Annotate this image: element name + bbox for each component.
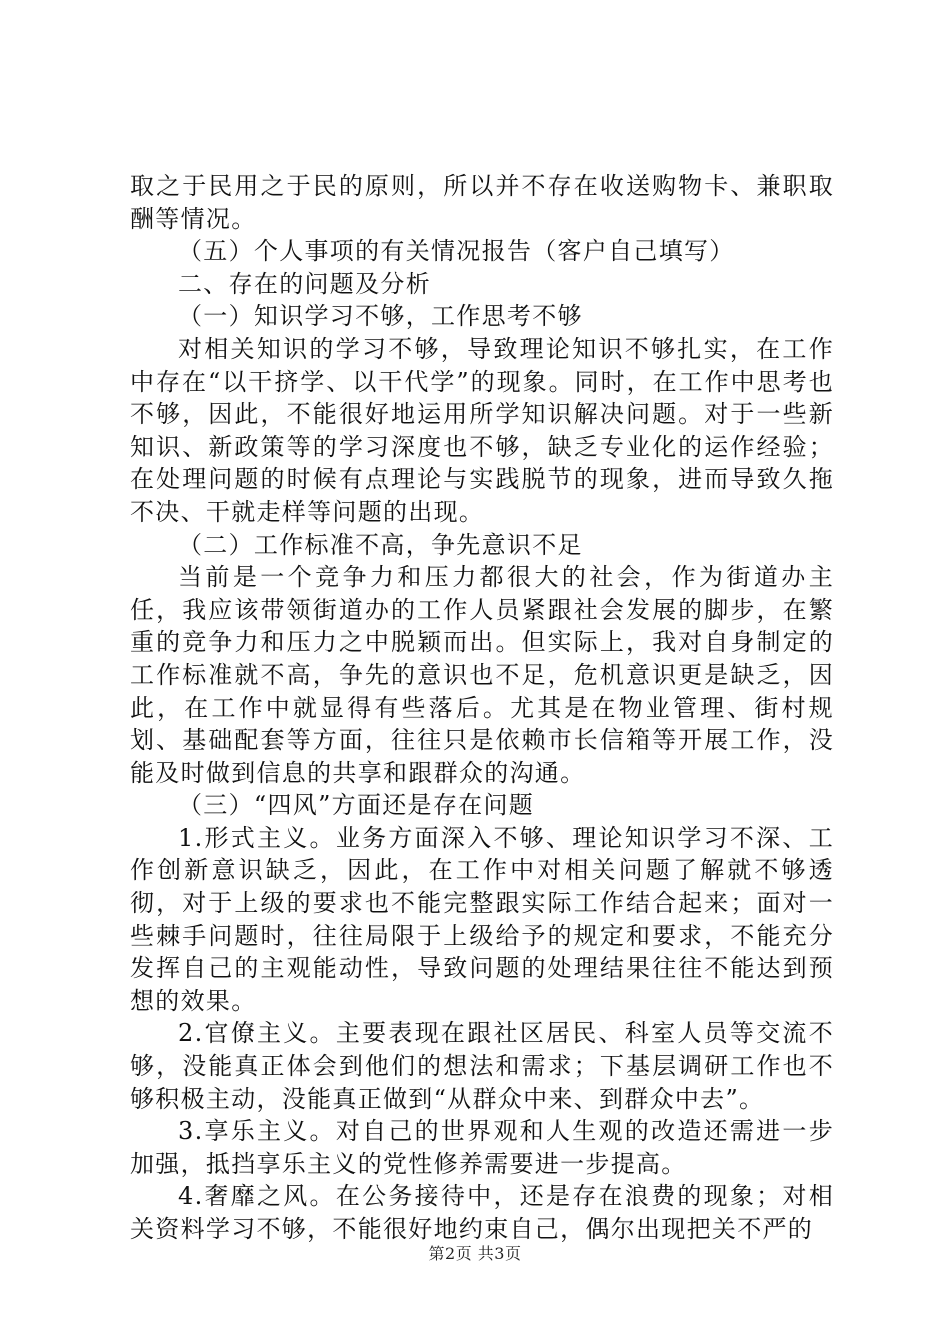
- paragraph: 对相关知识的学习不够，导致理论知识不够扎实，在工作中存在“以干挤学、以干代学”的现象。同时，在工作中思考也不够，因此，不能很好地运用所学知识解决问题。对于一些新知识、新政策等的学习深度也不够，缺乏专业化的运作经验；在处理问题的时候有点理论与实践脱节的现象，进而导致久拖不决、干就走样等问题的出现。: [130, 334, 834, 526]
- section-heading: 二、存在的问题及分析: [178, 269, 431, 298]
- paragraph: 当前是一个竞争力和压力都很大的社会，作为街道办主任，我应该带领街道办的工作人员紧跟社会发展的脚步，在繁重的竞争力和压力之中脱颖而出。但实际上，我对自身制定的工作标准就不高，争先的意识也不足，危机意识更是缺乏，因此，在工作中就显得有些落后。尤其是在物业管理、街村规划、基础配套等方面，往往只是依赖市长信箱等开展工作，没能及时做到信息的共享和跟群众的沟通。: [130, 563, 834, 787]
- list-item: 4.奢靡之风。在公务接待中，还是存在浪费的现象；对相关资料学习不够，不能很好地约束自己，偶尔出现把关不严的: [130, 1182, 834, 1243]
- subsection-heading: （一）知识学习不够，工作思考不够: [178, 302, 583, 331]
- list-item: 3.享乐主义。对自己的世界观和人生观的改造还需进一步加强，抵挡享乐主义的党性修养需要进一步提高。: [130, 1117, 834, 1178]
- subsection-heading: （三）“四风”方面还是存在问题: [178, 791, 535, 820]
- paragraph: （五）个人事项的有关情况报告（客户自己填写）: [178, 237, 735, 266]
- list-item: 2.官僚主义。主要表现在跟社区居民、科室人员等交流不够，没能真正体会到他们的想法和需求；下基层调研工作也不够积极主动，没能真正做到“从群众中来、到群众中去”。: [130, 1019, 834, 1113]
- document-body: [130, 170, 834, 1246]
- paragraph: 取之于民用之于民的原则，所以并不存在收送购物卡、兼职取酬等情况。: [130, 172, 834, 233]
- page-number-footer: 第2页 共3页: [428, 1244, 522, 1263]
- list-item: 1.形式主义。业务方面深入不够、理论知识学习不深、工作创新意识缺乏，因此，在工作中对相关问题了解就不够透彻，对于上级的要求也不能完整跟实际工作结合起来；面对一些棘手问题时，往往局限于上级给予的规定和要求，不能充分发挥自己的主观能动性，导致问题的处理结果往往不能达到预想的效果。: [130, 823, 834, 1015]
- subsection-heading: （二）工作标准不高，争先意识不足: [178, 530, 583, 559]
